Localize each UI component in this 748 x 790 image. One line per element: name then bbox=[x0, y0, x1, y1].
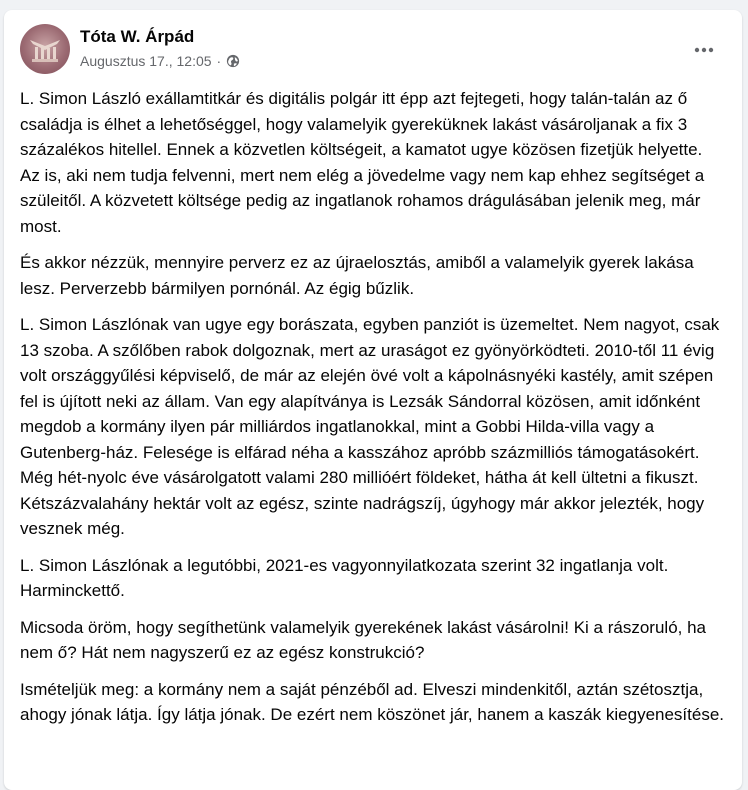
post-card bbox=[4, 10, 742, 790]
post-meta bbox=[80, 53, 240, 69]
post-paragraph: Micsoda öröm, hogy segíthetünk valamelyik gyerekének lakást vásárolni! Ki a rászoruló, ha nem ő? Hát nem nagyszerű ez az egész konstrukció? bbox=[20, 617, 707, 662]
more-options-button[interactable] bbox=[686, 32, 722, 68]
more-options-icon bbox=[694, 47, 714, 53]
avatar-emblem-icon bbox=[20, 24, 70, 74]
post-paragraph: És akkor nézzük, mennyire perverz ez az újraelosztás, amiből a valamelyik gyerek lakása lesz. Perverzebb bármilyen pornónál. Az égig bűzlik. bbox=[20, 253, 694, 298]
globe-icon[interactable] bbox=[226, 54, 240, 68]
post-paragraph: L. Simon László exállamtitkár és digitális polgár itt épp azt fejtegeti, hogy talán-talán az ő családja is élhet a lehetőséggel, hogy valamelyik gyereküknek lakást vásároljanak a fix 3 százalékos hitellel. Ennek a közvetlen költségeit, a kamatot ugye közösen fizetjük helyette. Az is, aki nem tudja felvenni, mert nem elég a jövedelme vagy nem kap ehhez segítséget a szüleitől. A közvetett költsége pedig az ingatlanok rohamos drágulásában jelenik meg, már most. bbox=[20, 89, 705, 236]
author-name[interactable]: Tóta W. Árpád bbox=[80, 27, 195, 46]
post-header bbox=[20, 24, 726, 76]
avatar[interactable] bbox=[20, 24, 70, 74]
meta-separator: · bbox=[216, 53, 222, 69]
post-body bbox=[20, 86, 725, 739]
post-timestamp[interactable]: Augusztus 17., 12:05 bbox=[80, 53, 212, 69]
post-paragraph: L. Simon Lászlónak van ugye egy borászata, egyben panziót is üzemeltet. Nem nagyot, csak 13 szoba. A szőlőben rabok dolgoznak, mert az uraságot ez gyönyörködteti. 2010-től 11 évig volt országgyűlési képviselő, de már az elején övé volt a kápolnásnyéki kastély, amit szépen fel is újított neki az állam. Van egy alapítványa is Lezsák Sándorral közösen, amit időnként megdob a kormány ilyen pár milliárdos ingatlanokkal, mint a Gobbi Hilda-villa vagy a Gutenberg-ház. Felesége is elfárad néha a kasszához apróbb százmilliós támogatásokért. Még hét-nyolc éve vásárolgatott valami 280 millióért földeket, hátha át kell ültetni a fikuszt. Kétszázvalahány hektár volt az egész, szinte nadrágszíj, úgyhogy már akkor jelezték, hogy vesznek még. bbox=[20, 315, 720, 538]
post-paragraph: Ismételjük meg: a kormány nem a saját pénzéből ad. Elveszi mindenkitől, aztán szétosztja, ahogy jónak látja. Így látja jónak. De ezért nem köszönet jár, hanem a kaszák kiegyenesítése. bbox=[20, 679, 725, 724]
post-paragraph: L. Simon Lászlónak a legutóbbi, 2021-es vagyonnyilatkozata szerint 32 ingatlanja volt. Harminckettő. bbox=[20, 555, 669, 600]
